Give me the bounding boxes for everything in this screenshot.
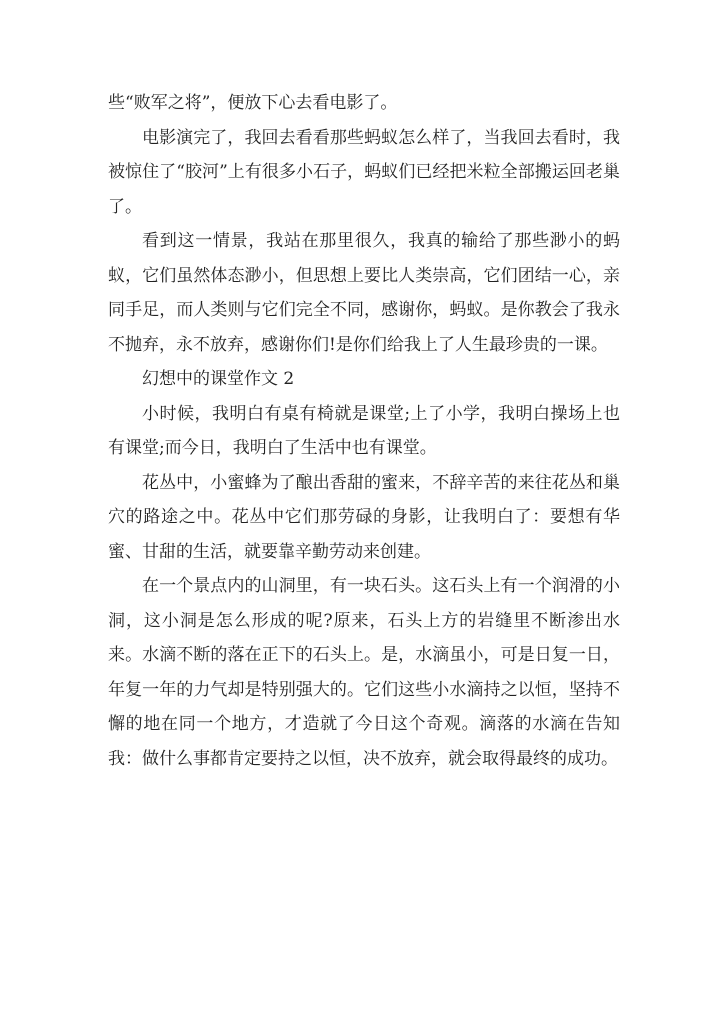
paragraph-childhood-classroom: 小时候，我明白有桌有椅就是课堂;上了小学，我明白操场上也有课堂;而今日，我明白了生活中也有课堂。 — [108, 403, 620, 458]
paragraph-ants-lesson: 看到这一情景，我站在那里很久，我真的输给了那些渺小的蚂蚁，它们虽然体态渺小，但思想上要比人类崇高，它们团结一心，亲同手足，而人类则与它们完全不同，感谢你，蚂蚁。是你教会了我永不抛弃，永不放弃，感谢你们!是你们给我上了人生最珍贵的一课。 — [108, 231, 620, 355]
paragraph-bees: 花丛中，小蜜蜂为了酿出香甜的蜜来，不辞辛苦的来往花丛和巢穴的路途之中。花丛中它们那劳碌的身影，让我明白了：要想有华蜜、甘甜的生活，就要靠辛勤劳动来创建。 — [108, 472, 620, 562]
paragraph-movie-ended: 电影演完了，我回去看看那些蚂蚁怎么样了，当我回去看时，我被惊住了“胶河”上有很多小石子，蚂蚁们已经把米粒全部搬运回老巢了。 — [108, 127, 620, 217]
essay-title: 幻想中的课堂作文 2 — [142, 369, 295, 389]
paragraph-continuation: 些“败军之将”，便放下心去看电影了。 — [108, 93, 398, 113]
paragraph-water-drops: 在一个景点内的山洞里，有一块石头。这石头上有一个润滑的小洞，这小洞是怎么形成的呢?原来，石头上方的岩缝里不断渗出水来。水滴不断的落在正下的石头上。是，水滴虽小，可是日复一日，年复一年的力气却是特别强大的。它们这些小水滴持之以恒，坚持不懈的地在同一个地方，才造就了今日这个奇观。滴落的水滴在告知我：做什么事都肯定要持之以恒，决不放弃，就会取得最终的成功。 — [108, 576, 620, 769]
document-page — [108, 86, 620, 776]
